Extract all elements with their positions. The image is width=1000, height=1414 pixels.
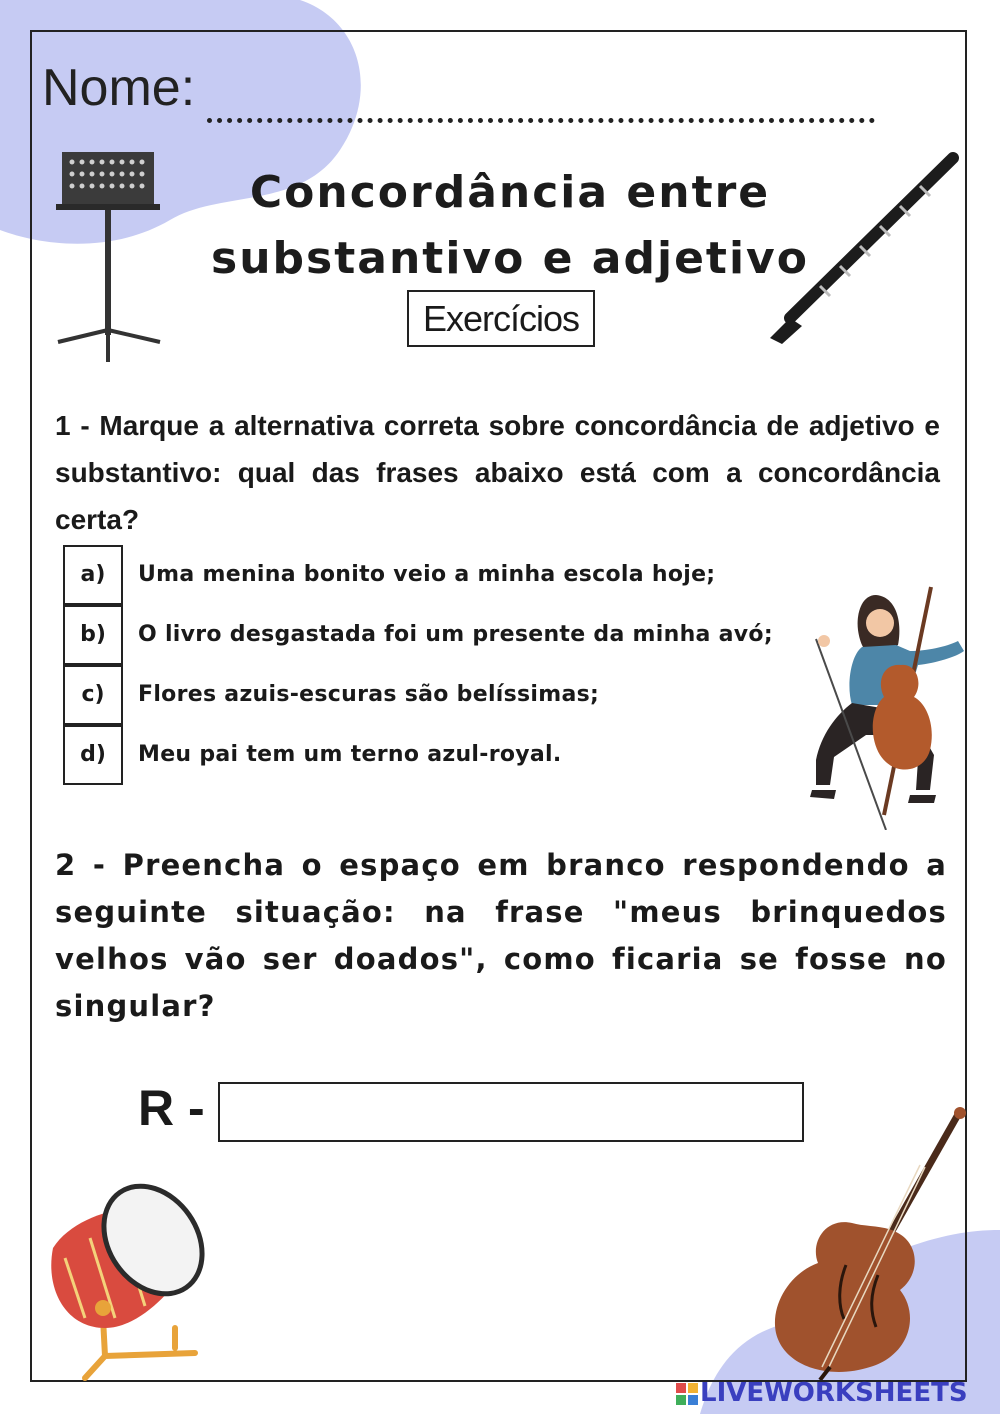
option-letter[interactable]: d) (63, 725, 123, 785)
drum-icon (45, 1178, 210, 1383)
liveworksheets-logo-icon (676, 1383, 698, 1407)
option-letter[interactable]: c) (63, 665, 123, 725)
name-input-line[interactable] (207, 100, 875, 123)
page-title (190, 160, 830, 292)
option-text: Uma menina bonito veio a minha escola hoje; (138, 562, 716, 587)
question-2-text: 2 - Preencha o espaço em branco respondendo a seguinte situação: na frase "meus brinquedos velhos vão ser doados", como ficaria se fosse no singular? (55, 848, 947, 1023)
option-text: Flores azuis-escuras são belíssimas; (138, 682, 600, 707)
answer-label: R - (138, 1080, 205, 1136)
option-d[interactable] (63, 725, 863, 785)
double-bass-icon (760, 1105, 970, 1380)
cellist-icon (806, 585, 971, 830)
name-label: Nome: (42, 59, 196, 117)
option-c[interactable] (63, 665, 863, 725)
option-a[interactable] (63, 545, 863, 605)
option-b[interactable] (63, 605, 863, 665)
option-letter[interactable]: a) (63, 545, 123, 605)
music-stand-icon (52, 150, 167, 370)
question-1-text: 1 - Marque a alternativa correta sobre concordância de adjetivo e substantivo: qual das frases abaixo está com a concordância certa? (55, 410, 940, 535)
option-letter[interactable]: b) (63, 605, 123, 665)
title-line-2: substantivo e adjetivo (211, 233, 809, 284)
title-line-1: Concordância entre (249, 167, 771, 218)
subtitle-box: Exercícios (407, 290, 595, 347)
answer-input[interactable] (218, 1082, 804, 1142)
option-text: O livro desgastada foi um presente da minha avó; (138, 622, 773, 647)
option-text: Meu pai tem um terno azul-royal. (138, 742, 562, 767)
brand-text: LIVEWORKSHEETS (700, 1378, 968, 1408)
